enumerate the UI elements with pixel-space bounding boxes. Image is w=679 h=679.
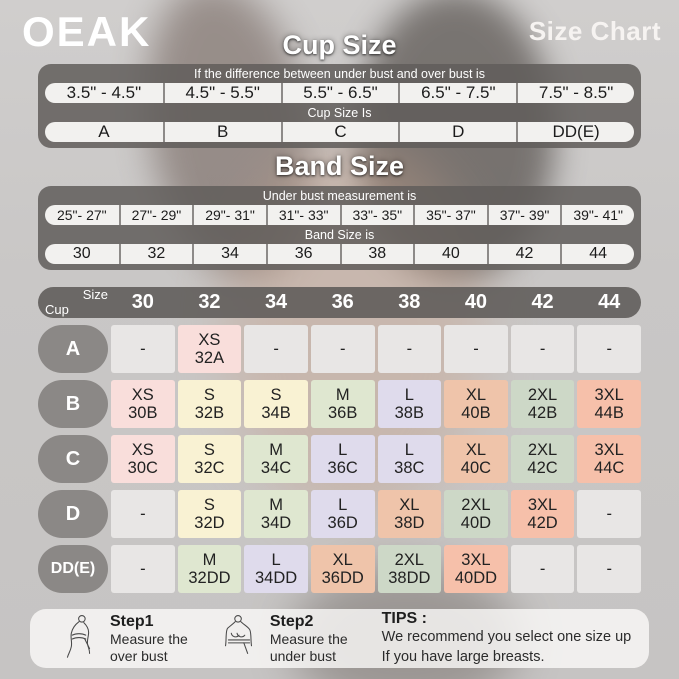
matrix-cell [311,490,375,538]
cup-ranges-row [45,83,634,103]
band-value-cell: 38 [340,244,414,264]
cell-size-label: M [269,495,283,514]
cell-size-label: 3XL [527,495,558,514]
matrix-column-header: 32 [198,291,221,313]
band-value-cell: 34 [192,244,266,264]
band-result-label: Band Size is [304,228,375,242]
cell-size-label: L [404,440,414,459]
step-2-text [270,613,348,664]
matrix-cell [444,545,508,593]
page-title: Size Chart [528,16,661,46]
matrix-cell [244,545,308,593]
band-value-cell: 42 [487,244,561,264]
matrix-cell [178,325,242,373]
cell-size-code: 34C [260,459,292,477]
cell-size-label: - [273,339,279,358]
cell-size-label: - [140,339,146,358]
band-range-cell: 27"- 29" [119,205,193,225]
cell-size-label: XS [131,440,154,459]
cell-size-label: - [606,559,612,578]
cell-size-label: XL [332,550,353,569]
cell-size-label: S [203,385,215,404]
cell-size-label: L [271,550,281,569]
cell-size-label: XS [131,385,154,404]
matrix-column-header: 30 [131,291,154,313]
step-2-title: Step2 [269,612,314,630]
band-value-cell: 44 [560,244,634,264]
cup-value-cell: A [98,122,110,141]
cell-size-code: 34DD [254,569,298,587]
cell-size-label: S [270,385,282,404]
matrix-row-label: B [38,380,108,428]
matrix-cell [378,380,442,428]
band-range-cell: 31"- 33" [266,205,340,225]
matrix-cell [444,490,508,538]
cell-size-code: 36C [327,459,358,477]
cell-size-label: 3XL [461,550,491,569]
cell-size-label: M [269,440,283,459]
matrix-corner-label [38,287,108,318]
cell-size-label: - [140,504,146,523]
band-values-row [45,244,634,264]
band-value-cell: 36 [266,244,340,264]
matrix-column-header: 34 [264,291,288,313]
step-2 [218,613,348,664]
band-ranges-row [45,205,634,225]
matrix-cell [311,435,375,483]
step-1-line1: Measure the [110,630,188,647]
matrix-cell [111,325,175,373]
matrix-cell [511,545,575,593]
cup-values-row [45,122,634,142]
matrix-row-label: C [38,435,108,483]
matrix-cell [577,490,641,538]
cell-size-label: - [606,339,612,358]
cell-size-label: - [539,559,546,578]
cell-size-label: S [203,440,215,459]
matrix-header-row [38,287,641,318]
cup-value-cell: C [281,122,399,142]
measure-under-bust-icon [218,614,260,664]
band-condition-label: Under bust measurement is [262,189,417,203]
matrix-cell [111,435,175,483]
matrix-row-label: D [38,490,108,538]
cell-size-code: 44B [594,404,624,422]
step-1 [58,613,188,664]
matrix-column-header: 38 [398,291,421,313]
matrix-cell [311,325,375,373]
cup-range-cell: 7.5" - 8.5" [516,83,634,103]
matrix-cell [378,490,442,538]
cell-size-code: 34B [261,404,291,422]
matrix-cell [511,325,575,373]
matrix-cell [444,325,508,373]
cell-size-label: XL [399,495,420,514]
band-range-cell: 39"- 41" [560,205,634,225]
band-range-cell: 29"- 31" [192,205,266,225]
matrix-cell [311,380,375,428]
cell-size-label: - [473,339,479,358]
cell-size-code: 30B [128,404,158,422]
cup-size-panel [38,64,641,148]
band-range-cell: 37"- 39" [487,205,561,225]
cell-size-code: 36B [328,404,358,422]
matrix-cell [577,545,641,593]
cell-size-code: 38C [394,459,425,477]
cup-result-label: Cup Size Is [307,106,372,120]
band-value-cell: 30 [72,245,91,262]
cell-size-code: 32C [194,459,225,477]
matrix-body [38,325,641,593]
step-2-line2: under bust [269,647,336,664]
band-range-cell: 33"- 35" [340,205,414,225]
band-value-cell: 32 [119,244,193,264]
cell-size-code: 36DD [321,569,364,587]
matrix-cell [178,490,242,538]
matrix-cell [111,380,175,428]
cell-size-code: 42D [527,514,558,532]
cell-size-label: - [539,339,546,358]
matrix-cell [577,435,641,483]
cell-size-label: XL [465,385,487,404]
cup-condition-label: If the difference between under bust and over bust is [194,67,485,81]
cell-size-code: 32A [194,349,225,367]
matrix-cell [378,435,442,483]
matrix-cell [511,380,575,428]
matrix-cell [444,435,508,483]
band-value-cell: 40 [413,244,487,264]
matrix-cell [311,545,375,593]
cell-size-code: 38B [394,404,424,422]
band-range-cell: 35"- 37" [413,205,487,225]
measure-over-bust-icon [58,614,100,664]
cell-size-label: 2XL [527,440,558,459]
cell-size-code: 40DD [454,569,498,587]
cup-range-cell: 5.5" - 6.5" [281,83,399,103]
cell-size-label: L [338,495,348,514]
cell-size-code: 44C [594,459,625,477]
cell-size-label: L [404,385,414,404]
band-size-heading: Band Size [274,151,405,181]
matrix-column-header: 44 [598,291,621,313]
cell-size-label: S [203,495,215,514]
matrix-cell [244,380,308,428]
tips-title: TIPS : [381,609,427,627]
cell-size-code: 38DD [388,569,431,587]
step-1-title: Step1 [110,612,154,630]
cell-size-label: - [606,504,612,523]
cup-value-cell: D [398,122,516,142]
cell-size-code: 30C [127,459,158,477]
matrix-column-header: 42 [531,291,554,313]
cell-size-code: 40D [460,514,492,532]
matrix-cell [244,490,308,538]
band-size-panel [38,186,641,270]
step-1-line2: over bust [110,647,168,664]
matrix-cell [178,380,242,428]
cup-range-cell: 6.5" - 7.5" [398,83,516,103]
cup-value-cell: DD(E) [516,122,634,142]
cell-size-code: 38D [394,514,425,532]
matrix-cell [577,325,641,373]
cell-size-code: 40C [460,459,492,477]
cell-size-label: XL [465,440,487,459]
measurement-footer [30,609,649,668]
cell-size-label: M [335,385,350,404]
cell-size-label: - [339,339,346,358]
cup-size-heading: Cup Size [282,30,397,60]
band-range-cell: 25"- 27" [56,207,107,223]
cell-size-label: 2XL [394,550,424,569]
matrix-cell [577,380,641,428]
brand-logo: OEAK [22,8,152,55]
cup-value-cell: B [163,122,281,142]
matrix-column-header: 36 [331,291,354,313]
cell-size-label: - [140,559,146,578]
tips-line1: We recommend you select one size up [381,628,632,645]
cup-range-cell: 3.5" - 4.5" [66,83,142,102]
step-2-line1: Measure the [269,630,348,647]
matrix-cell [244,435,308,483]
cell-size-code: 32DD [188,569,231,587]
step-1-text [110,613,188,664]
cell-size-code: 34D [260,514,292,532]
corner-size-label: Size [82,287,108,302]
cell-size-label: XS [198,330,221,349]
cell-size-code: 40B [461,404,491,422]
matrix-cell [444,380,508,428]
matrix-row-label: A [38,325,108,373]
matrix-cell [378,545,442,593]
cell-size-code: 42B [527,404,558,422]
corner-cup-label: Cup [45,302,69,317]
cell-size-label: - [406,339,413,358]
cell-size-code: 42C [527,459,558,477]
matrix-cell [378,325,442,373]
cell-size-label: L [338,440,348,459]
cell-size-code: 32D [194,514,225,532]
cell-size-code: 32B [194,404,225,422]
cell-size-label: 2XL [527,385,558,404]
matrix-cell [111,490,175,538]
matrix-cell [178,545,242,593]
matrix-cell [511,490,575,538]
cup-range-cell: 4.5" - 5.5" [163,83,281,103]
matrix-cell [178,435,242,483]
matrix-cell [111,545,175,593]
matrix-cell [511,435,575,483]
cell-size-code: 36D [327,514,358,532]
matrix-row-label: DD(E) [38,545,108,593]
cell-size-label: 2XL [461,495,491,514]
matrix-cell [244,325,308,373]
cell-size-label: 3XL [594,385,624,404]
tips-line2: If you have large breasts. [381,648,545,665]
tips-block [382,610,632,667]
cell-size-label: 3XL [594,440,624,459]
matrix-column-header: 40 [464,291,488,313]
cell-size-label: M [202,550,217,569]
